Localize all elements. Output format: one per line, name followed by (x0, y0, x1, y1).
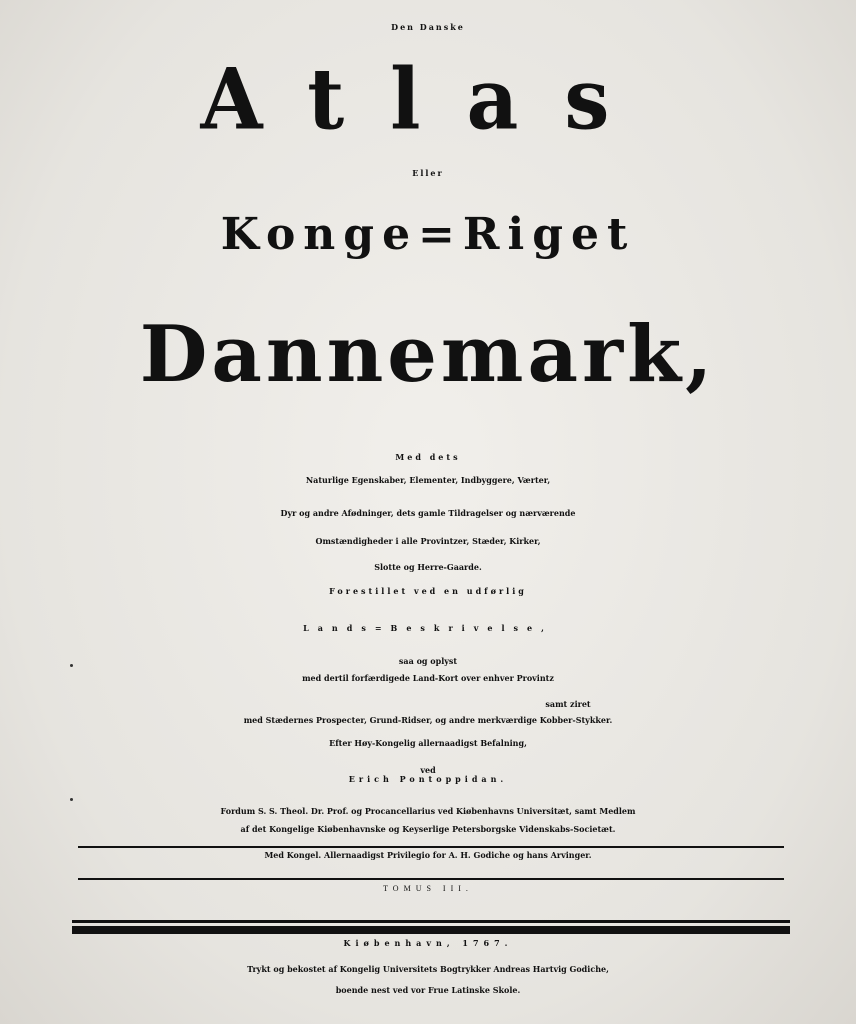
den-danske-text: Den Danske (391, 22, 465, 32)
description-line-2: Dyr og andre Afødninger, dets gamle Tildragelser og nærværende (280, 508, 576, 518)
ved-text: ved (420, 765, 436, 775)
description-line-1: Naturlige Egenskaber, Elementer, Indbyggere, Værter, (305, 475, 551, 485)
author-credentials-line-1: Fordum S. S. Theol. Dr. Prof. og Procancellarius ved Kiøbenhavns Universitæt, samt Medlem (220, 806, 636, 816)
author-name: Erich Pontoppidan. (348, 774, 508, 784)
address-line: boende nest ved vor Frue Latinske Skole. (335, 985, 521, 995)
divider-rule-thick (72, 926, 790, 934)
med-dets-text: Med dets (395, 452, 461, 462)
place-year: Kiøbenhavn, 1767. (343, 938, 513, 948)
konge-riget-title: Konge=Riget (220, 209, 636, 260)
description-line-4: Slotte og Herre-Gaarde. (374, 562, 482, 572)
ink-speck (70, 798, 73, 801)
lands-beskrivelse-title: Lands=Beskrivelse, (303, 623, 553, 633)
saa-og-oplyst-text: saa og oplyst (398, 656, 458, 666)
eller-text: Eller (412, 168, 444, 178)
divider-rule (78, 878, 784, 880)
volume-label: TOMUS III. (383, 884, 473, 893)
author-credentials-line-2: af det Kongelige Kiøbenhavnske og Keyserlige Petersborgske Videnskabs-Societæt. (240, 824, 616, 834)
divider-rule (78, 846, 784, 848)
forestillet-text: Forestillet ved en udførlig (329, 586, 527, 596)
privilegio-line: Med Kongel. Allernaadigst Privilegio for A. H. Godiche og hans Arvinger. (264, 850, 592, 860)
description-line-3: Omstændigheder i alle Provintzer, Stæder, Kirker, (315, 536, 541, 546)
dertil-line: med dertil forfærdigede Land-Kort over enhver Provintz (302, 673, 554, 683)
staedernes-line: med Stædernes Prospecter, Grund-Ridser, og andre merkværdige Kobber-Stykker. (243, 715, 613, 725)
ink-speck (70, 664, 73, 667)
efter-line: Efter Høy-Kongelig allernaadigst Befalning, (329, 738, 527, 748)
printer-line: Trykt og bekostet af Kongelig Universitets Bogtrykker Andreas Hartvig Godiche, (247, 964, 609, 974)
samt-ziret-text: samt ziret (545, 699, 591, 709)
atlas-title: Atlas (200, 49, 656, 149)
divider-rule (72, 920, 790, 923)
dannemark-title: Dannemark, (139, 309, 717, 400)
